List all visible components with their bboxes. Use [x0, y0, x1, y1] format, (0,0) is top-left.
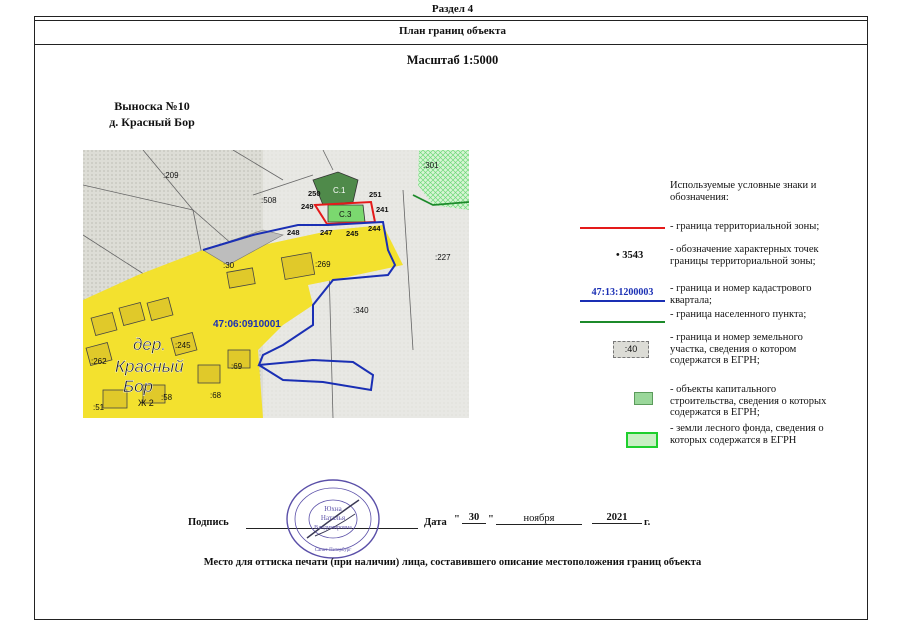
section-title: Раздел 4 [431, 3, 474, 15]
legend-parcel-sample: :40 [613, 341, 649, 358]
quarter-label: 47:06:0910001 [213, 319, 281, 330]
point-label: 245 [346, 229, 359, 238]
point-label: 249 [301, 202, 314, 211]
legend-text: - объекты капитального строительства, сведения о которых содержатся в ЕГРН; [670, 384, 827, 418]
header-divider-bottom [34, 44, 868, 45]
callout-place: д. Красный Бор [109, 115, 195, 129]
plan-title: План границ объекта [398, 25, 507, 37]
parcel-label: :68 [210, 391, 222, 400]
stamp-text: Наталья [320, 514, 346, 522]
stamp-text: Владимировна [314, 525, 352, 531]
legend-text: - граница населенного пункта; [670, 309, 807, 320]
date-day: 30 [462, 512, 486, 524]
date-year-suffix: г. [644, 517, 651, 528]
date-year: 2021 [592, 512, 642, 524]
parcel-label: :508 [261, 196, 277, 205]
date-label: Дата [424, 517, 447, 528]
official-stamp [285, 478, 381, 560]
legend-point-sample: • 3543 [616, 250, 644, 261]
parcel-label: :51 [93, 403, 105, 412]
parcel-label: :301 [423, 161, 439, 170]
date-quote-open: " [454, 514, 460, 525]
settlement-label: Бор [123, 377, 153, 396]
legend-title: Используемые условные знаки и обозначения: [670, 180, 817, 203]
legend-red-line [580, 227, 665, 229]
legend-text: - граница и номер кадастрового квартала; [670, 283, 812, 306]
point-label: 250 [308, 189, 321, 198]
stamp-text: Санкт-Петербург [314, 548, 352, 553]
settlement-label: Красный [115, 357, 184, 376]
parcel-label: :269 [315, 260, 331, 269]
date-quote-close: " [488, 514, 494, 525]
point-label: 244 [368, 224, 381, 233]
legend-building-sample [634, 392, 653, 405]
parcel-label: :30 [223, 261, 235, 270]
point-label: 248 [287, 228, 300, 237]
parcel-label: :58 [161, 393, 173, 402]
parcel-label: :245 [175, 341, 191, 350]
point-label: 241 [376, 205, 389, 214]
cadastral-map [83, 150, 469, 418]
object-label: С.3 [339, 210, 352, 219]
stamp-text: Юхна [324, 505, 342, 513]
legend-quarter-sample: 47:13:1200003 [591, 287, 654, 298]
legend-text: - граница и номер земельного участка, сведения о котором содержатся в ЕГРН; [670, 332, 803, 366]
legend-forest-sample [626, 432, 658, 448]
legend-text: - земли лесного фонда, сведения о которых содержатся в ЕГРН [670, 423, 824, 446]
legend-green-line [580, 321, 665, 323]
date-month: ноября [496, 513, 582, 525]
parcel-label: :227 [435, 253, 451, 262]
parcel-label: :209 [163, 171, 179, 180]
parcel-label: :340 [353, 306, 369, 315]
signature-label: Подпись [188, 517, 229, 528]
legend-blue-line [580, 300, 665, 302]
callout-number: Выноска №10 [114, 99, 190, 113]
point-label: 251 [369, 190, 382, 199]
settlement-label: дер. [133, 335, 167, 354]
legend-text: - граница территориальной зоны; [670, 221, 820, 232]
legend-text: - обозначение характерных точек границы территориальной зоны; [670, 244, 819, 267]
parcel-label: :69 [231, 362, 243, 371]
object-label: С.1 [333, 186, 346, 195]
header-divider-top [34, 20, 868, 21]
zone-label: Ж 2 [138, 398, 154, 408]
parcel-label: :262 [91, 357, 107, 366]
point-label: 247 [320, 228, 333, 237]
stamp-note: Место для оттиска печати (при наличии) лица, составившего описание местоположения границ объекта [203, 557, 702, 568]
scale-label: Масштаб 1:5000 [406, 53, 499, 67]
